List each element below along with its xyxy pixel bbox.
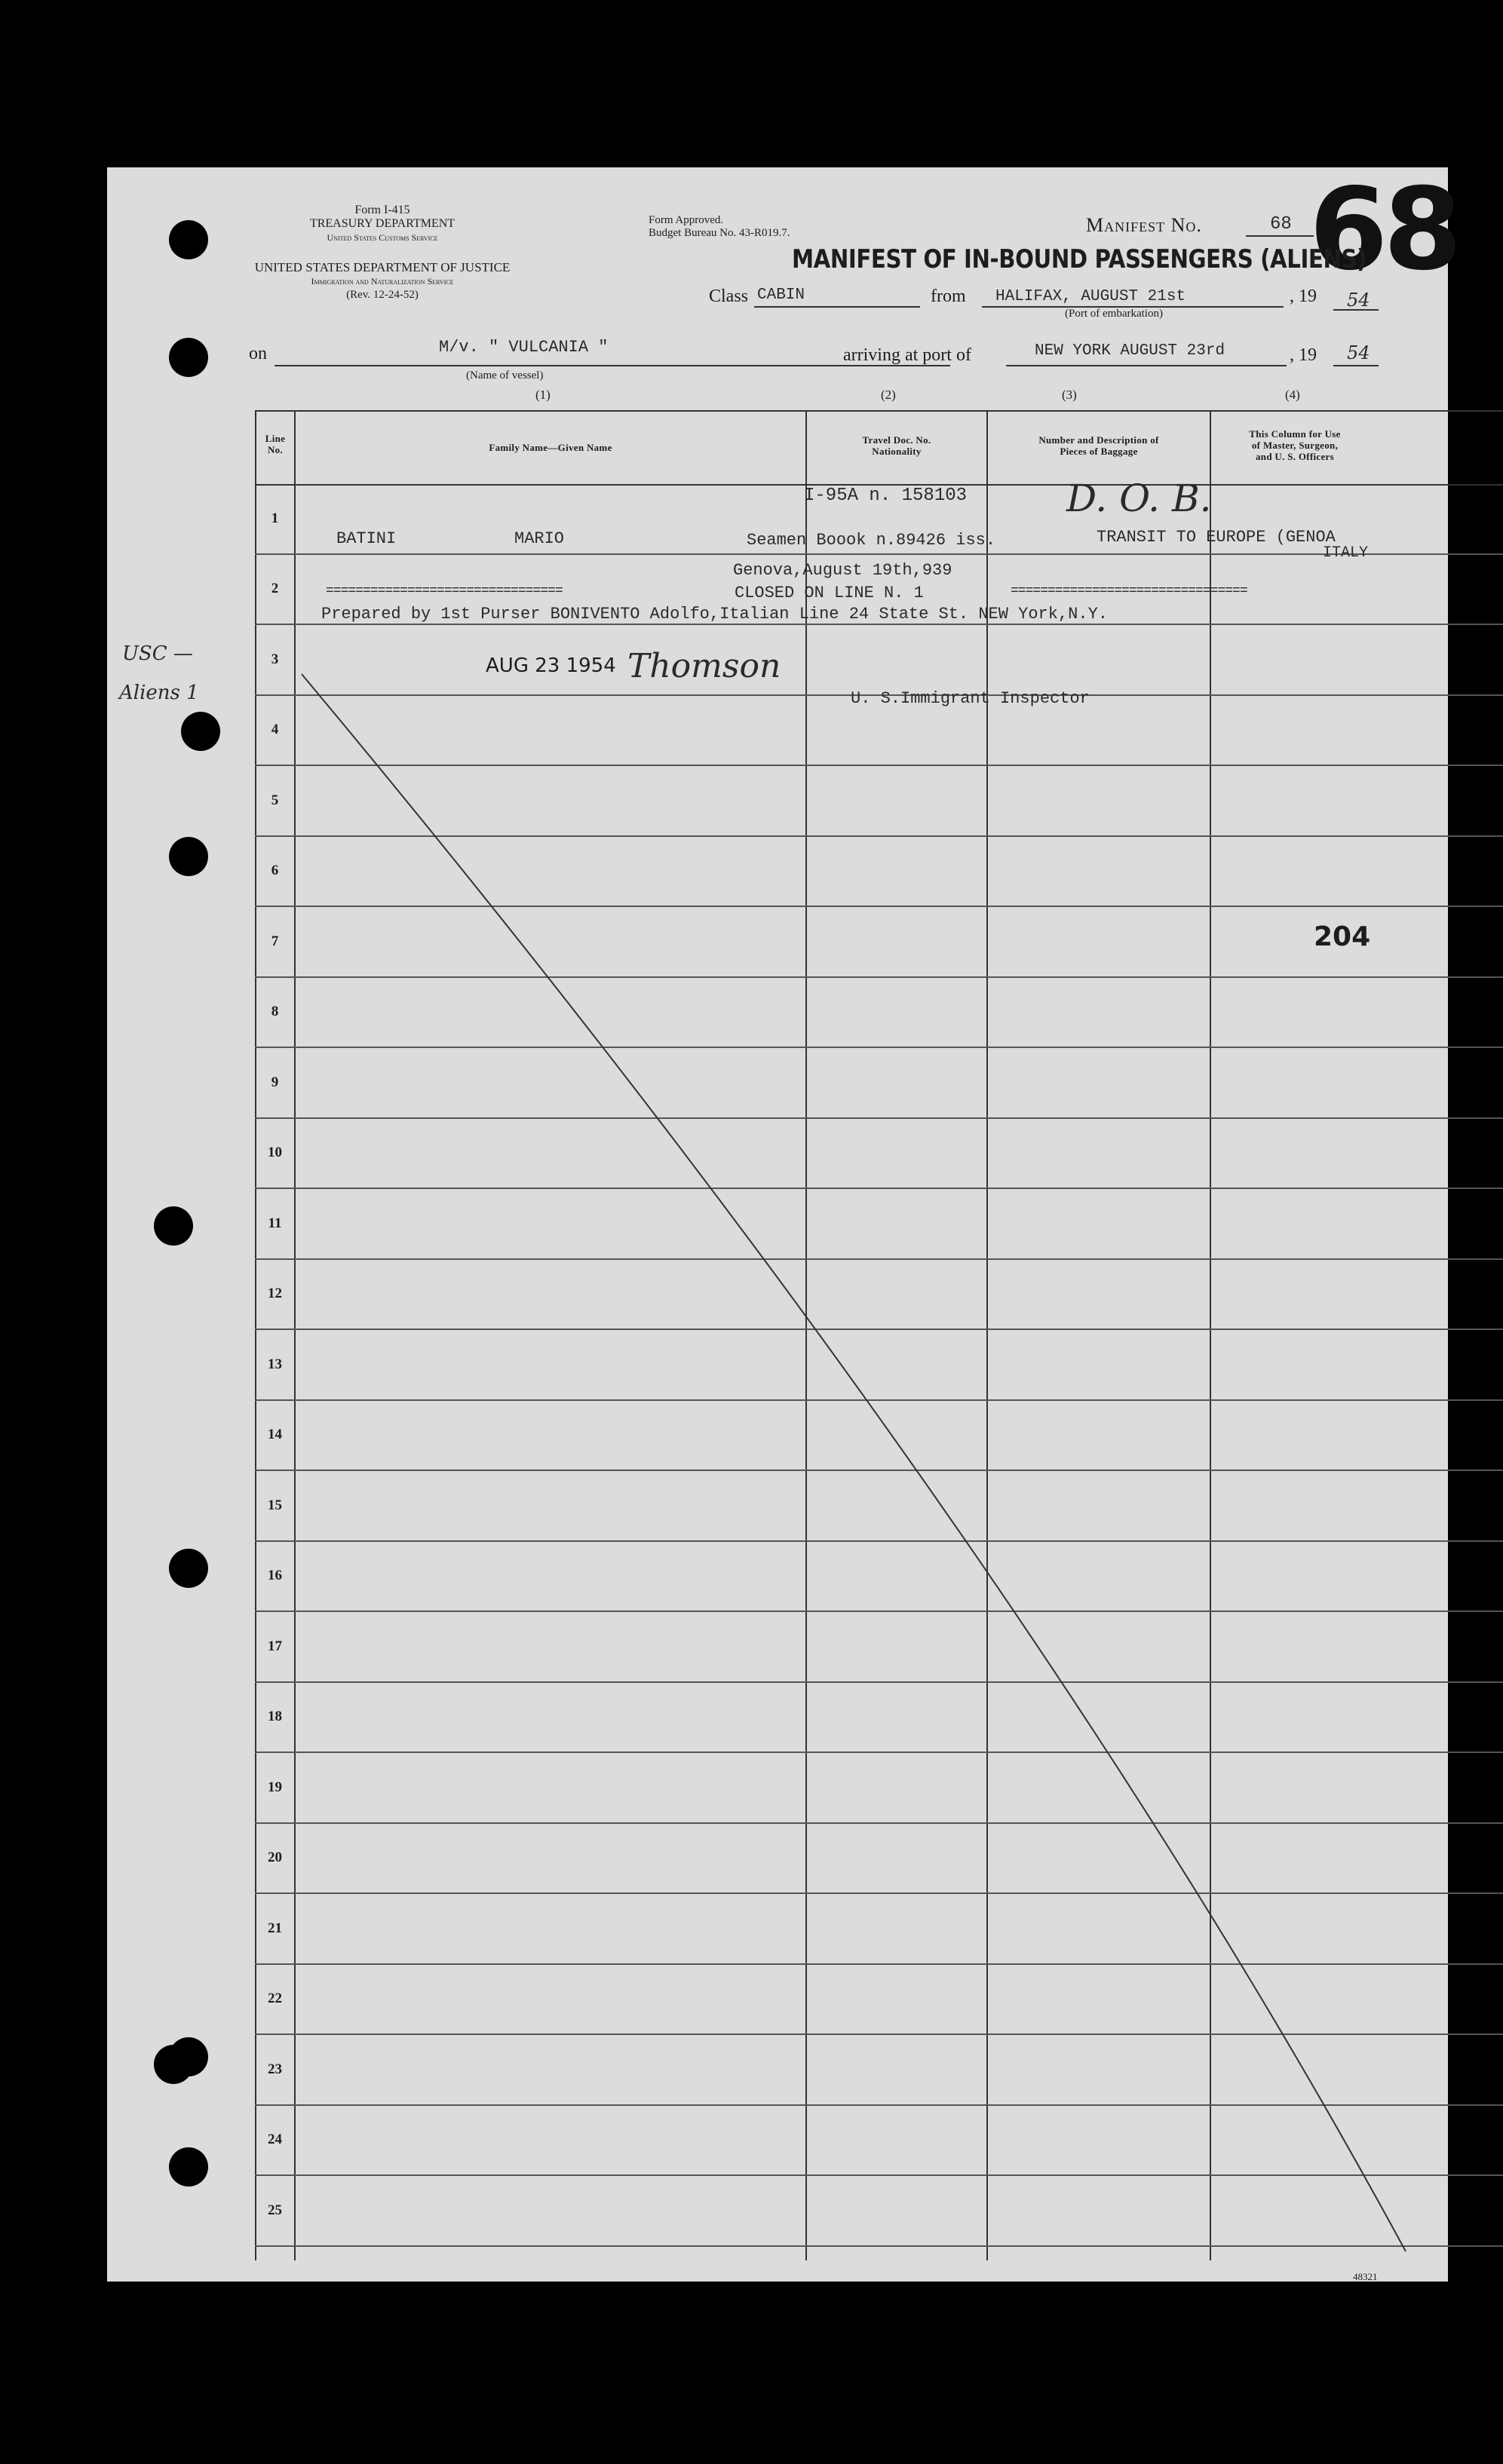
customs-service: United States Customs Service — [327, 232, 438, 243]
class-label: Class — [709, 287, 749, 306]
from-value: HALIFAX, AUGUST 21st — [995, 288, 1186, 305]
given-name: MARIO — [514, 529, 565, 548]
col-head-use-1: This Column for Use — [1249, 428, 1341, 440]
margin-note-line1: USC — — [122, 642, 193, 665]
col-head-doc-1: Travel Doc. No. — [862, 434, 931, 446]
line-number: 7 — [271, 933, 279, 949]
arriving-value: NEW YORK AUGUST 23rd — [1035, 342, 1225, 360]
issued-place-date: Genova,August 19th,939 — [733, 561, 952, 580]
line-number: 13 — [268, 1356, 282, 1372]
transit-italy: ITALY — [1323, 544, 1369, 562]
col-head-use-3: and U. S. Officers — [1256, 451, 1334, 462]
cancel-diagonal-line — [107, 167, 1448, 2282]
line-number: 25 — [268, 2202, 282, 2218]
arriving-label: arriving at port of — [843, 345, 971, 365]
justice-dept: UNITED STATES DEPARTMENT OF JUSTICE — [254, 260, 511, 274]
page-number: 204 — [1314, 921, 1371, 952]
line-number: 4 — [271, 722, 279, 738]
footer-code: 48321 — [1353, 2271, 1378, 2282]
col-num-2: (2) — [881, 388, 896, 402]
manifest-number-stamp: 68 — [1309, 164, 1458, 296]
line-number: 14 — [268, 1427, 282, 1443]
manifest-sheet — [107, 164, 1458, 2282]
line-number: 16 — [268, 1568, 282, 1584]
inspection-stamp-date: AUG 23 1954 — [486, 654, 616, 677]
line-number: 18 — [268, 1709, 282, 1725]
manifest-label: Manifest No. — [1086, 214, 1202, 236]
closed-note: CLOSED ON LINE N. 1 — [735, 584, 924, 602]
year-value-2: 54 — [1347, 342, 1370, 363]
divider-equals-left: ================================ — [326, 584, 563, 599]
line-number: 11 — [268, 1215, 282, 1231]
travel-doc-number: I-95A n. 158103 — [804, 486, 968, 506]
year-prefix-1: , 19 — [1290, 287, 1317, 306]
col-head-doc-2: Nationality — [872, 446, 922, 457]
on-label: on — [249, 344, 267, 363]
line-number: 10 — [268, 1145, 282, 1161]
line-number: 24 — [268, 2131, 282, 2148]
col-num-4: (4) — [1285, 388, 1300, 402]
col-head-use-2: of Master, Surgeon, — [1251, 440, 1339, 451]
revision-date: (Rev. 12-24-52) — [346, 289, 419, 301]
line-number: 19 — [268, 1779, 282, 1795]
line-number: 6 — [271, 863, 279, 879]
dob-note: D. O. B. — [1066, 477, 1212, 520]
transit-note: TRANSIT TO EUROPE (GENOA — [1097, 528, 1336, 547]
family-name: BATINI — [336, 529, 397, 548]
line-number: 12 — [268, 1286, 282, 1302]
line-number: 17 — [268, 1638, 282, 1654]
vessel-note: (Name of vessel) — [466, 369, 544, 382]
margin-note-line2: Aliens 1 — [119, 682, 199, 704]
col-num-1: (1) — [535, 388, 551, 402]
embarkation-note: (Port of embarkation) — [1065, 308, 1163, 320]
budget-bureau: Budget Bureau No. 43-R019.7. — [649, 227, 790, 239]
vessel-name: M/v. " VULCANIA " — [439, 338, 609, 357]
line-number: 5 — [271, 792, 279, 808]
line-number: 15 — [268, 1497, 282, 1513]
line-number: 3 — [271, 651, 279, 667]
ins-service: Immigration and Naturalization Service — [311, 276, 454, 287]
manifest-title: MANIFEST OF IN-BOUND PASSENGERS (ALIENS) — [792, 244, 1367, 274]
col-num-3: (3) — [1062, 388, 1077, 402]
line-number: 22 — [268, 1991, 282, 2007]
class-value: CABIN — [757, 287, 805, 304]
year-value-1: 54 — [1347, 290, 1370, 311]
line-number: 21 — [268, 1920, 282, 1936]
line-number: 23 — [268, 2061, 282, 2077]
line-number: 8 — [271, 1004, 279, 1020]
inspector-signature: Thomson — [627, 647, 781, 685]
col-head-line-text: Line No. — [265, 433, 286, 455]
col-head-bag-2: Pieces of Baggage — [1060, 446, 1138, 457]
line-number: 2 — [271, 581, 279, 597]
year-prefix-2: , 19 — [1290, 345, 1317, 365]
form-approved: Form Approved. — [649, 214, 724, 226]
from-label: from — [931, 287, 966, 306]
line-number: 9 — [271, 1074, 279, 1090]
prepared-by: Prepared by 1st Purser BONIVENTO Adolfo,Italian Line 24 State St. NEW York,N.Y. — [321, 605, 1108, 624]
seaman-book: Seamen Boook n.89426 iss. — [747, 531, 996, 550]
treasury-dept: TREASURY DEPARTMENT — [309, 217, 456, 230]
line-number: 1 — [271, 510, 279, 526]
divider-equals-right: ================================ — [1011, 584, 1247, 599]
col-head-bag-1: Number and Description of — [1038, 434, 1159, 446]
inspector-title: U. S.Immigrant Inspector — [851, 689, 1090, 708]
line-number: 20 — [268, 1850, 282, 1866]
manifest-number-typed: 68 — [1270, 214, 1292, 234]
form-number: Form I-415 — [354, 204, 410, 216]
col-head-name: Family Name—Given Name — [489, 442, 612, 453]
